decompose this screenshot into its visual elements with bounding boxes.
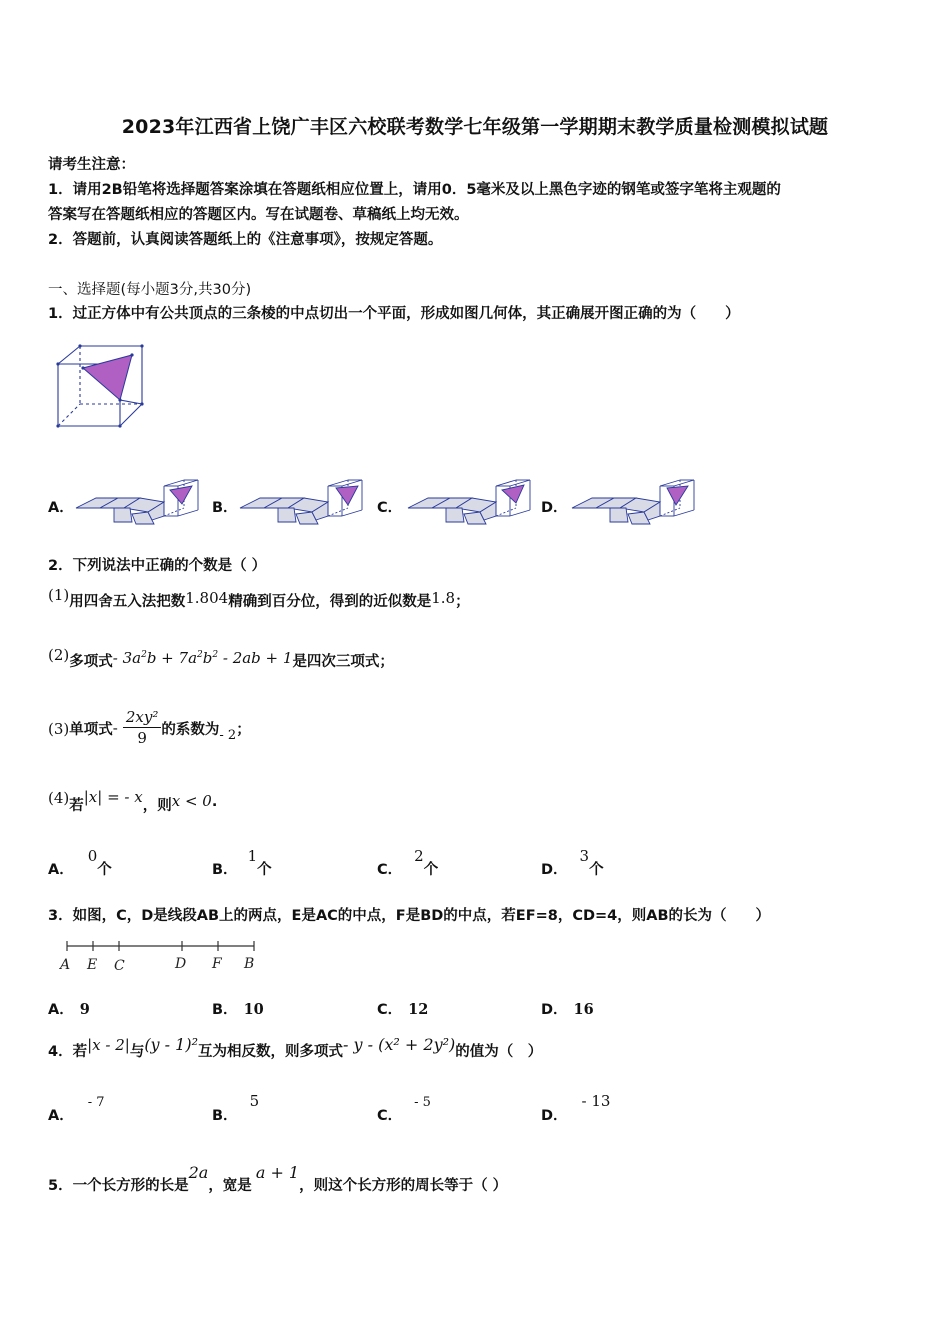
net-face <box>446 508 464 522</box>
q2-statement-3: (3)单项式- $\frac{\text{2xy²}}{9}$ 的系数为- 2； <box>48 708 251 747</box>
q1-stem: 1．过正方体中有公共顶点的三条棱的中点切出一个平面，形成如图几何体，其正确展开图正确的为（ ） <box>48 306 740 322</box>
notice-line-1b: 答案写在答题纸相应的答题区内。写在试题卷、草稿纸上均无效。 <box>48 207 469 223</box>
q1-cube-figure <box>50 338 150 433</box>
q3-option-d[interactable]: D． 16 <box>541 1001 594 1018</box>
q1-net-d <box>570 478 698 530</box>
net-edge <box>342 510 362 516</box>
label-a: A <box>60 957 71 973</box>
net-edge <box>178 510 198 516</box>
q1-option-b[interactable]: B． <box>212 500 238 516</box>
q2-option-d[interactable]: D．3个 <box>541 847 604 878</box>
cut-triangle <box>170 486 192 504</box>
q3-option-b[interactable]: B． 10 <box>212 1001 264 1018</box>
label-f: F <box>212 956 222 972</box>
q3-option-a[interactable]: A． 9 <box>48 1001 90 1018</box>
net-face <box>278 508 296 522</box>
section-heading: 一、选择题(每小题3分,共30分) <box>48 282 252 298</box>
q2-option-a[interactable]: A．0个 <box>48 847 112 878</box>
q2-polynomial: - $3a^2b + 7a^2b^2 - 2ab + 1$ <box>112 649 293 667</box>
q3-line-segment-figure <box>58 936 268 978</box>
cut-triangle <box>667 486 688 505</box>
q4-option-a[interactable]: A．- 7 <box>48 1095 105 1124</box>
net-face <box>610 508 628 522</box>
label-c: C <box>114 958 125 974</box>
q4-option-b[interactable]: B．5 <box>212 1092 260 1124</box>
q2-statement-2: (2)多项式- $3a^2b + 7a^2b^2 - 2ab + 1$是四次三项式； <box>48 646 394 670</box>
q2-statement-1: (1)用四舍五入法把数1.804精确到百分位，得到的近似数是1.8； <box>48 586 470 610</box>
q3-stem: 3．如图，C，D是线段AB上的两点，E是AC的中点，F是BD的中点，若EF=8，CD=4，则AB的长为（ ） <box>48 908 771 924</box>
q1-option-a[interactable]: A． <box>48 500 74 516</box>
q4-option-d[interactable]: D．- 13 <box>541 1092 611 1124</box>
cut-triangle <box>336 486 358 505</box>
q2-stem: 2．下列说法中正确的个数是（ ） <box>48 558 267 574</box>
q2-statement-4: (4)若|x| = - x，则x < 0. <box>48 788 218 814</box>
q4-stem: 4．若|x - 2|与(y - 1)²互为相反数，则多项式- y - (x² + 2y²)的值为（ ） <box>48 1035 543 1060</box>
q2-monomial-fraction: $\frac{\text{2xy²}}{9}$ <box>123 708 162 747</box>
q1-net-b <box>238 478 366 530</box>
notice-line-2: 2．答题前，认真阅读答题纸上的《注意事项》，按规定答题。 <box>48 232 443 248</box>
q2-option-c[interactable]: C．2个 <box>377 847 439 878</box>
net-edge <box>674 510 694 516</box>
q5-stem: 5．一个长方形的长是2a，宽是a + 1，则这个长方形的周长等于（ ） <box>48 1163 508 1194</box>
net-face <box>114 508 132 522</box>
net-edge <box>510 510 530 516</box>
label-e: E <box>87 957 98 973</box>
cut-triangle <box>502 485 524 503</box>
page-title: 2023年江西省上饶广丰区六校联考数学七年级第一学期期末教学质量检测模拟试题 <box>121 116 829 138</box>
notice-heading: 请考生注意： <box>48 157 135 173</box>
label-b: B <box>244 956 255 972</box>
q1-net-c <box>406 478 534 530</box>
q3-option-c[interactable]: C． 12 <box>377 1001 429 1018</box>
q1-net-a <box>74 478 202 530</box>
q4-option-c[interactable]: C．- 5 <box>377 1095 431 1124</box>
notice-line-1: 1．请用2B铅笔将选择题答案涂填在答题纸相应位置上，请用0．5毫米及以上黑色字迹的钢笔或签字笔将主观题的 <box>48 182 781 198</box>
label-d: D <box>175 956 187 972</box>
q2-option-b[interactable]: B．1个 <box>212 847 272 878</box>
q1-option-c[interactable]: C． <box>377 500 403 516</box>
q1-option-d[interactable]: D． <box>541 500 568 516</box>
